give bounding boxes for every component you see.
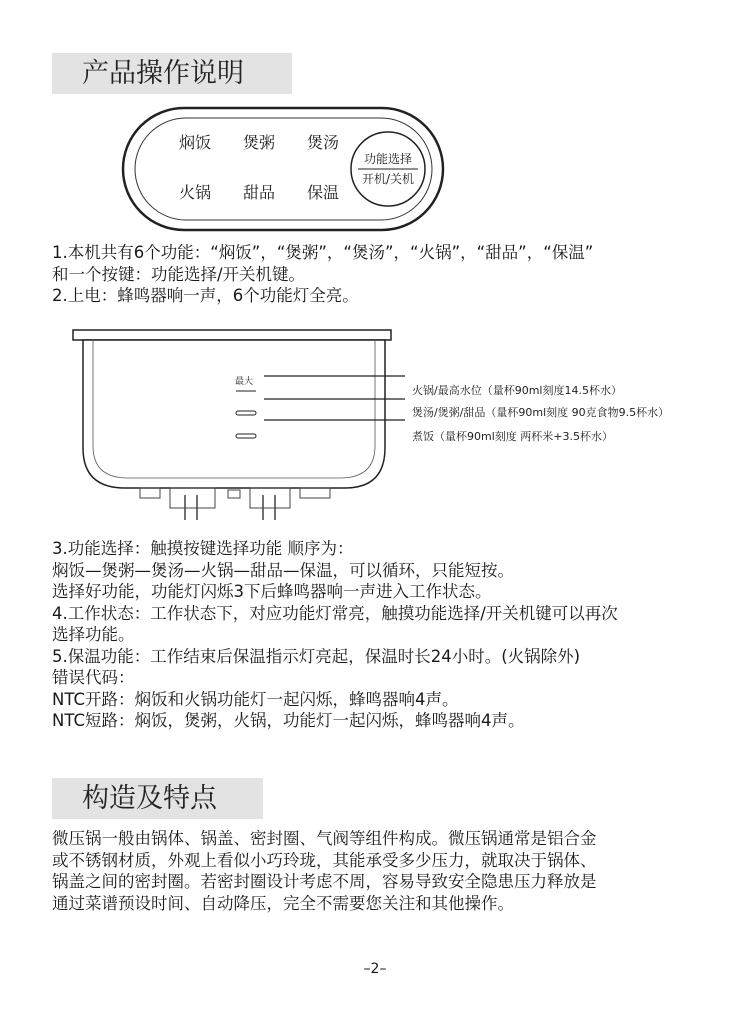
section-title-features: 构造及特点 [52, 778, 263, 819]
panel-button-2: 煲粥 [242, 133, 276, 152]
water-level-3: 煮饭（量杯90ml刻度 两杯米+3.5杯水） [412, 430, 613, 443]
feature-line-1: 微压锅一般由锅体、锅盖、密封圈、气阀等组件构成。微压锅通常是铝合金 [52, 829, 597, 848]
panel-button-3: 煲汤 [306, 133, 340, 152]
switch-label-bottom: 开机/关机 [361, 172, 415, 186]
intro-line-3: 2.上电：蜂鸣器响一声，6个功能灯全亮。 [52, 286, 359, 305]
feature-line-4: 通过菜谱预设时间、自动降压，完全不需要您关注和其他操作。 [52, 893, 514, 913]
operation-line-6: 5.保温功能：工作结束后保温指示灯亮起，保温时长24小时。(火锅除外) [52, 646, 581, 666]
page-number: –2– [363, 961, 387, 977]
feature-line-2: 或不锈钢材质，外观上看似小巧玲珑，其能承受多少压力，就取决于锅体、 [52, 850, 597, 870]
operation-line-1: 3.功能选择：触摸按键选择功能 顺序为： [52, 539, 354, 558]
base-sensor [228, 490, 240, 498]
pot-rim [73, 330, 391, 340]
panel-button-6: 保温 [306, 183, 340, 202]
operation-line-2: 焖饭—煲粥—煲汤—火锅—甜品—保温，可以循环，只能短按。 [52, 560, 514, 580]
section-title-operation: 产品操作说明 [52, 53, 292, 94]
operation-text [52, 538, 618, 732]
operation-line-7: 错误代码： [52, 668, 135, 687]
intro-line-2: 和一个按键：功能选择/开关机键。 [52, 264, 306, 284]
pot-body [83, 340, 385, 488]
intro-line-1: 1.本机共有6个功能：“焖饭”，“煲粥”，“煲汤”，“火锅”，“甜品”，“保温” [52, 243, 594, 262]
operation-line-9: NTC短路：焖饭，煲粥，火锅，功能灯一起闪烁，蜂鸣器响4声。 [52, 711, 525, 730]
feature-line-3: 锅盖之间的密封圈。若密封圈设计考虑不周，容易导致安全隐患压力释放是 [52, 872, 597, 891]
features-text [52, 828, 597, 914]
operation-line-3: 选择好功能，功能灯闪烁3下后蜂鸣器响一声进入工作状态。 [52, 582, 492, 601]
panel-button-1: 焖饭 [178, 133, 212, 152]
panel-button-5: 甜品 [242, 183, 276, 202]
water-level-2: 煲汤/煲粥/甜品（量杯90ml刻度 90克食物9.5杯水） [412, 406, 670, 419]
operation-line-5: 选择功能。 [52, 625, 135, 644]
max-mark: 最大 [235, 377, 254, 387]
operation-line-8: NTC开路：焖饭和火锅功能灯一起闪烁，蜂鸣器响4声。 [52, 689, 459, 709]
water-level-1: 火锅/最高水位（量杯90ml刻度14.5杯水） [412, 384, 622, 397]
switch-label-top: 功能选择 [363, 152, 413, 166]
panel-button-4: 火锅 [178, 183, 212, 202]
operation-line-4: 4.工作状态：工作状态下，对应功能灯常亮，触摸功能选择/开关机键可以再次 [52, 603, 618, 623]
